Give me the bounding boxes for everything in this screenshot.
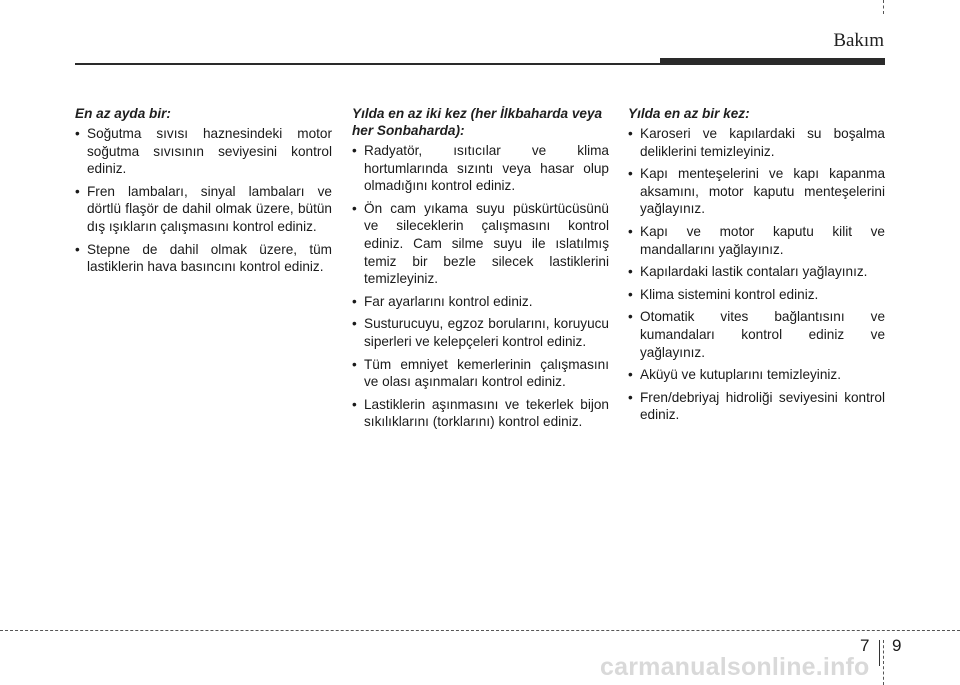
bullet-icon: • — [352, 200, 357, 216]
page-number-separator — [879, 640, 880, 666]
column-monthly — [75, 105, 332, 281]
page-number: 9 — [892, 636, 902, 655]
list-item: • Susturucuyu, egzoz borularını, koruyucu siperleri ve kelepçeleri kontrol ediniz. — [352, 316, 609, 349]
bullet-icon: • — [628, 126, 633, 141]
bullet-icon: • — [75, 183, 80, 199]
list-item: • Klima sistemini kontrol ediniz. — [628, 286, 819, 302]
bullet-icon: • — [75, 241, 80, 257]
column-twice-yearly — [352, 105, 609, 436]
bullet-icon: • — [628, 367, 633, 383]
column-heading: Yılda en az bir kez: — [628, 106, 750, 121]
list-item: • Kapılardaki lastik contaları yağlayınız. — [628, 264, 868, 280]
bullet-icon: • — [628, 389, 633, 405]
column-heading: En az ayda bir: — [75, 106, 171, 121]
list-item: • Soğutma sıvısı haznesindeki motor soğutma sıvısının seviyesini kontrol ediniz. — [75, 126, 332, 177]
chapter-number: 7 — [860, 636, 870, 655]
list-item: • Otomatik vites bağlantısını ve kumandaları kontrol ediniz ve yağlayınız. — [628, 309, 885, 360]
list-item: • Karoseri ve kapılardaki su boşalma deliklerini temizleyiniz. — [628, 126, 885, 159]
checklist — [352, 142, 609, 431]
checklist — [628, 125, 885, 424]
column-yearly — [628, 105, 885, 429]
bullet-icon: • — [628, 166, 633, 182]
bullet-icon: • — [628, 286, 633, 302]
bullet-icon: • — [352, 143, 357, 158]
page-separator-dashed — [0, 630, 960, 631]
page-header-title: Bakım — [833, 30, 884, 51]
bullet-icon: • — [628, 264, 633, 280]
list-item: • Radyatör, ısıtıcılar ve klima hortumlarında sızıntı veya hasar olup olmadığını kontrol ediniz. — [352, 143, 609, 194]
bullet-icon: • — [75, 126, 80, 141]
bullet-icon: • — [352, 316, 357, 332]
list-item: • Fren/debriyaj hidroliği seviyesini kontrol ediniz. — [628, 389, 885, 423]
column-heading: Yılda en az iki kez (her İlkbaharda veya her Sonbaharda): — [352, 106, 603, 138]
header-rule-thin — [75, 63, 663, 65]
bullet-icon: • — [352, 293, 357, 309]
bullet-icon: • — [628, 223, 633, 239]
bullet-icon: • — [352, 396, 357, 412]
list-item: • Ön cam yıkama suyu püskürtücüsünü ve sileceklerin çalışmasını kontrol ediniz. Cam silme suyu ile ıslatılmış temiz bir bezle silecek lastiklerini temizleyiniz. — [352, 200, 609, 287]
list-item: • Kapı menteşelerini ve kapı kapanma aksamını, motor kaputu menteşelerini yağlayınız. — [628, 166, 885, 217]
crop-mark-top — [883, 0, 884, 14]
list-item: • Far ayarlarını kontrol ediniz. — [352, 293, 533, 309]
checklist — [75, 125, 332, 276]
watermark: carmanualsonline.info — [600, 653, 870, 681]
crop-mark-bottom — [883, 640, 884, 685]
list-item: • Tüm emniyet kemerlerinin çalışmasını ve olası aşınmaları kontrol ediniz. — [352, 356, 609, 390]
bullet-icon: • — [628, 309, 633, 325]
list-item: • Lastiklerin aşınmasını ve tekerlek bijon sıkılıklarını (torklarını) kontrol ediniz. — [352, 396, 609, 430]
list-item: • Stepne de dahil olmak üzere, tüm lastiklerin hava basıncını kontrol ediniz. — [75, 241, 332, 275]
bullet-icon: • — [352, 356, 357, 372]
header-rule-thick — [660, 58, 885, 65]
list-item: • Kapı ve motor kaputu kilit ve mandallarını yağlayınız. — [628, 223, 885, 257]
list-item: • Fren lambaları, sinyal lambaları ve dörtlü flaşör de dahil olmak üzere, bütün dış ışıkların çalışmasını kontrol ediniz. — [75, 183, 332, 234]
list-item: • Aküyü ve kutuplarını temizleyiniz. — [628, 367, 841, 383]
